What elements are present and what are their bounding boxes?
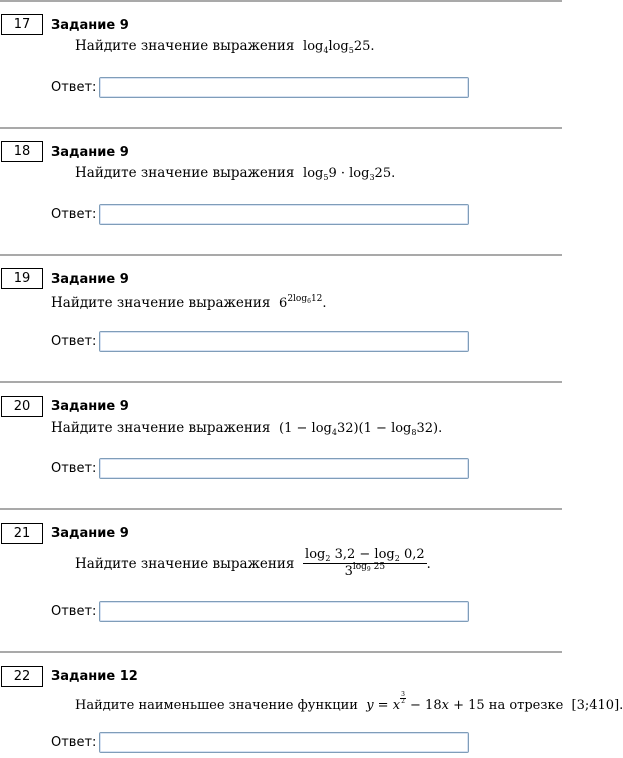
task-question (51, 293, 327, 314)
divider (0, 508, 562, 510)
math-fraction (303, 546, 427, 580)
math-expression: $(1 - \log_432)(1 - \log_832)$. (279, 421, 443, 437)
interval-text: на отрезке (488, 698, 564, 713)
question-prefix: Найдите значение выражения (51, 420, 271, 436)
question-prefix: Найдите значение выражения (75, 165, 295, 181)
fraction-numerator: $\log_2 3,2 - \log_2 0,2$ (305, 546, 425, 563)
question-prefix: Найдите значение выражения (75, 556, 295, 572)
task-number: 21 (1, 523, 43, 544)
divider (0, 381, 562, 383)
math-expression: $6^{2log_612}$. (279, 294, 327, 311)
answer-input[interactable] (99, 331, 469, 352)
answer-label: Ответ: (51, 604, 97, 619)
answer-label: Ответ: (51, 207, 97, 222)
answer-label: Ответ: (51, 80, 97, 95)
divider (0, 651, 562, 653)
math-expression: $\log_4\log_525$. (303, 39, 375, 55)
task-title: Задание 9 (51, 145, 129, 160)
task-number: 19 (1, 268, 43, 289)
question-text: Найдите наименьшее значение функции (75, 698, 358, 713)
task-question (75, 692, 623, 716)
task-number: 18 (1, 141, 43, 162)
exponent-fraction: $\frac{3}{2}$ (401, 691, 405, 705)
answer-label: Ответ: (51, 461, 97, 476)
answer-label: Ответ: (51, 735, 97, 750)
answer-input[interactable] (99, 458, 469, 479)
task-title: Задание 12 (51, 669, 138, 684)
question-prefix: Найдите значение выражения (75, 38, 295, 54)
task-question: Найдите значение выражения $\frac{\log_2 3,2 - \log_2 0,2}{3^{log_9 25}}$ . (75, 546, 431, 579)
interval: [3;410]. (571, 698, 623, 713)
task-title: Задание 9 (51, 18, 129, 33)
math-expression: $\log_59 \cdot \log_325$. (303, 166, 396, 182)
task-title: Задание 9 (51, 272, 129, 287)
answer-input[interactable] (99, 732, 469, 753)
task-title: Задание 9 (51, 526, 129, 541)
divider (0, 0, 562, 2)
task-question (51, 418, 442, 439)
divider (0, 254, 562, 256)
task-question (75, 163, 395, 184)
task-number: 17 (1, 14, 43, 35)
task-number: 22 (1, 666, 43, 687)
answer-input[interactable] (99, 204, 469, 225)
fraction-denominator: $3^{log_9 25}$ (344, 561, 386, 579)
answer-input[interactable] (99, 77, 469, 98)
answer-label: Ответ: (51, 334, 97, 349)
task-title: Задание 9 (51, 399, 129, 414)
task-number: 20 (1, 396, 43, 417)
answer-input[interactable] (99, 601, 469, 622)
task-question (75, 36, 375, 57)
divider (0, 127, 562, 129)
question-prefix: Найдите значение выражения (51, 295, 271, 311)
math-expression: y = x $\frac{3}{2}$ − 18x + 15 (366, 691, 485, 713)
